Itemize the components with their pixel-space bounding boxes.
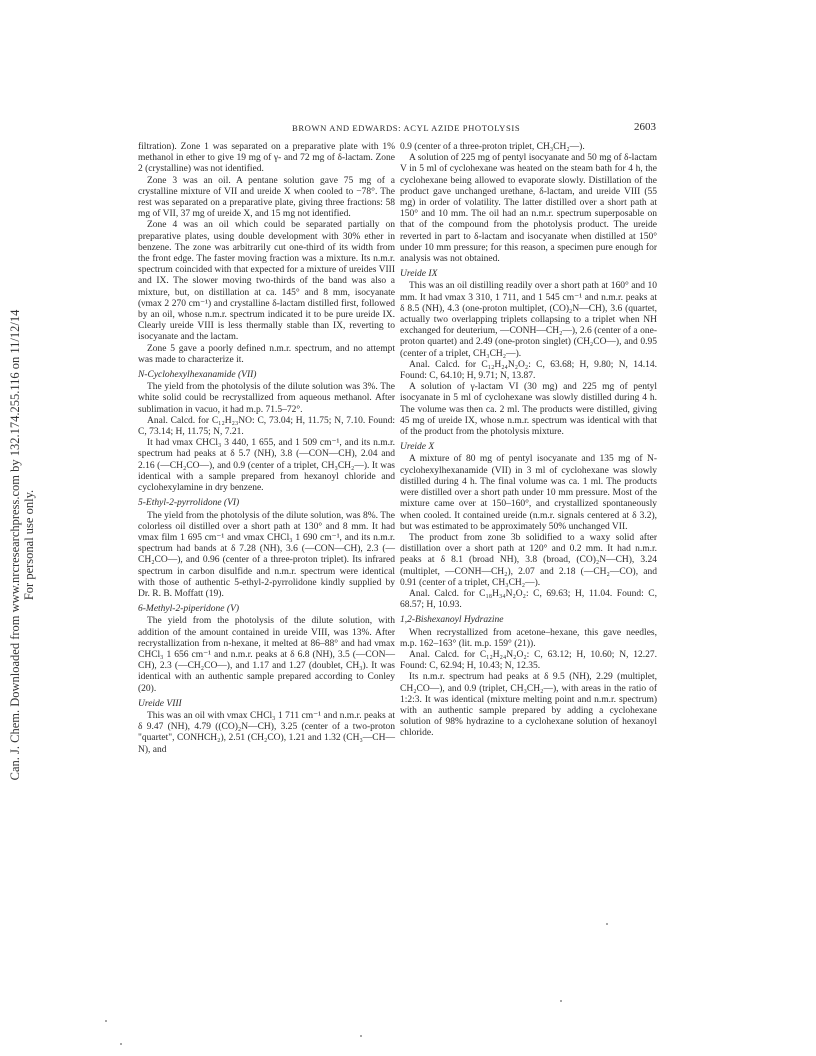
section-heading: Ureide X	[400, 442, 435, 453]
paragraph: This was an oil with νmax CHCl₃ 1 711 cm⁻¹ and n.m.r. peaks at δ 9.47 (NH), 4.79 ((CO)₂N—CH), 3.25 (center of a two-proton "quartet", CONHCH₂), 2.51 (CH₂CO), 1.21 and 1.32 (CH₃—CH—N), and	[138, 710, 395, 755]
paragraph: A solution of 225 mg of pentyl isocyanate and 50 mg of δ-lactam V in 5 ml of cyclohexane was heated on the steam bath for 4 h, the cyclohexane being allowed to evaporate slowly. Distillation of the product gave unchanged urethane, δ-lactam, and ureide VIII (55 mg) in order of volatility. The latter distilled over a short path at 150° and 10 mm. The oil had an n.m.r. spectrum superposable on that of the compound from the photolysis product. The ureide reverted in part to δ-lactam and isocyanate when distilled at 150° under 10 mm pressure; for this reason, a specimen pure enough for analysis was not obtained.	[400, 153, 657, 265]
page-header	[0, 121, 816, 135]
paragraph: It had νmax CHCl₃ 3 440, 1 655, and 1 509 cm⁻¹, and its n.m.r. spectrum had peaks at δ 5.7 (NH), 3.8 (—CON—CH), 2.04 and 2.16 (—CH₂CO—), and 0.9 (center of a triplet, CH₃CH₂—). It was identical with a sample prepared from hexanoyl chloride and cyclohexylamine in dry benzene.	[138, 438, 395, 494]
paragraph: The product from zone 3b solidified to a waxy solid after distillation over a short path at 120° and 0.2 mm. It had n.m.r. peaks at δ 8.1 (broad NH), 3.8 (broad, (CO)₂N—CH), 3.24 (multiplet, —CONH—CH₂), 2.07 and 2.18 (—CH₂—CO), and 0.91 (center of a triplet, CH₃CH₂—).	[400, 532, 657, 588]
paragraph: Anal. Calcd. for C₁₈H₃₄N₂O₂: C, 69.63; H, 11.04. Found: C, 68.57; H, 10.93.	[400, 588, 657, 611]
paragraph: Anal. Calcd. for C₁₂H₂₃NO: C, 73.04; H, 11.75; N, 7.10. Found: C, 73.14; H, 11.75; N, 7.21.	[138, 415, 395, 438]
paragraph: The yield from the photolysis of the dilute solution, with addition of the amount contained in ureide VIII, was 13%. After recrystallization from n-hexane, it melted at 86–88° and had νmax CHCl₃ 1 656 cm⁻¹ and n.m.r. peaks at δ 6.8 (NH), 3.5 (—CON—CH), 2.3 (—CH₂CO—), and 1.17 and 1.27 (doublet, CH₃). It was identical with an authentic sample prepared according to Conley (20).	[138, 616, 395, 694]
left-column	[138, 142, 395, 756]
section-heading: Ureide IX	[400, 269, 438, 280]
paragraph: Zone 5 gave a poorly defined n.m.r. spectrum, and no attempt was made to characterize it.	[138, 343, 395, 365]
paragraph: The yield from the photolysis of the dilute solution was 3%. The white solid could be recrystallized from aqueous methanol. After sublimation in vacuo, it had m.p. 71.5–72°.	[138, 382, 395, 415]
paragraph: Anal. Calcd. for C₁₂H₂₄N₂O₂: C, 63.12; H, 10.60; N, 12.27. Found: C, 62.94; H, 10.43; N, 12.35.	[400, 649, 657, 672]
download-watermark-text	[8, 285, 36, 805]
right-column	[400, 142, 657, 740]
watermark-line-1: Can. J. Chem. Downloaded from www.nrcresearchpress.com by 132.174.255.116 on 11/12/14	[8, 309, 22, 781]
section-heading: N-Cyclohexylhexanamide (VII)	[138, 370, 257, 381]
watermark-line-2: For personal use only.	[22, 489, 36, 601]
paragraph: Anal. Calcd. for C₁₂H₂₄N₂O₂: C, 63.68; H, 9.80; N, 14.14. Found: C, 64.10; H, 9.71; N, 13.87.	[400, 359, 657, 382]
paragraph: Zone 3 was an oil. A pentane solution gave 75 mg of a crystalline mixture of VII and ureide X when cooled to −78°. The rest was separated on a preparative plate, giving three fractions: 58 mg of VII, 37 mg of ureide X, and 15 mg not identified.	[138, 175, 395, 220]
paragraph: When recrystallized from acetone–hexane, this gave needles, m.p. 162–163° (lit. m.p. 159° (21)).	[400, 627, 657, 649]
page-number: 2603	[634, 121, 656, 133]
paragraph: Its n.m.r. spectrum had peaks at δ 9.5 (NH), 2.29 (multiplet, CH₂CO—), and 0.9 (triplet, CH₃CH₂—), with areas in the ratio of 1:2:3. It was identical (mixture melting point and n.m.r. spectrum) with an authentic sample prepared by adding a cyclohexane solution of 98% hydrazine to a cyclohexane solution of hexanoyl chloride.	[400, 672, 657, 739]
paragraph: 0.9 (center of a three-proton triplet, CH₃CH₂—).	[400, 142, 585, 152]
section-heading: Ureide VIII	[138, 698, 182, 709]
scan-speck	[606, 923, 608, 925]
paragraph: A solution of γ-lactam VI (30 mg) and 225 mg of pentyl isocyanate in 5 ml of cyclohexane was slowly distilled during 4 h. The volume was then ca. 2 ml. The products were distilled, giving 45 mg of ureide IX, whose n.m.r. spectrum was identical with that of the product from the photolysis mixture.	[400, 382, 657, 438]
section-heading: 1,2-Bishexanoyl Hydrazine	[400, 615, 504, 626]
paragraph: The yield from the photolysis of the dilute solution, was 8%. The colorless oil distilled over a short path at 130° and 8 mm. It had νmax film 1 695 cm⁻¹ and νmax CHCl₃ 1 690 cm⁻¹, and its n.m.r. spectrum had bands at δ 7.28 (NH), 3.6 (—CON—CH), 2.3 (—CH₂CO—), and 0.96 (center of a three-proton triplet). Its infrared spectrum in carbon disulfide and n.m.r. spectrum were identical with those of authentic 5-ethyl-2-pyrrolidone kindly supplied by Dr. R. B. Moffatt (19).	[138, 510, 395, 599]
section-heading: 6-Methyl-2-piperidone (V)	[138, 604, 240, 615]
paragraph: Zone 4 was an oil which could be separated partially on preparative plates, using double development with 30% ether in benzene. The zone was arbitrarily cut one-third of its width from the front edge. The faster moving fraction was a mixture. Its n.m.r. spectrum coincided with that expected for a mixture of ureides VIII and IX. The slower moving two-thirds of the band was also a mixture, but, on distillation at ca. 145° and 8 mm, isocyanate (νmax 2 270 cm⁻¹) and crystalline δ-lactam distilled first, followed by an oil, whose n.m.r. spectrum indicated it to be pure ureide IX. Clearly ureide VIII is less thermally stable than IX, reverting to isocyanate and the lactam.	[138, 220, 395, 343]
paragraph: This was an oil distilling readily over a short path at 160° and 10 mm. It had νmax 3 310, 1 711, and 1 545 cm⁻¹ and n.m.r. peaks at δ 8.5 (NH), 4.3 (one-proton multiplet, (CO)₂N—CH), 3.6 (quartet, actually two overlapping triplets collapsing to a triplet when NH exchanged for deuterium, —CONH—CH₂—), 2.6 (center of a one-proton quartet) and 2.49 (one-proton singlet) (CH₂CO—), and 0.95 (center of a triplet, CH₃CH₂—).	[400, 281, 657, 359]
paragraph: filtration). Zone 1 was separated on a preparative plate with 1% methanol in ether to give 19 mg of γ- and 72 mg of δ-lactam. Zone 2 (crystalline) was not identified.	[138, 142, 395, 175]
section-heading: 5-Ethyl-2-pyrrolidone (VI)	[138, 498, 240, 509]
scan-speck	[560, 1000, 562, 1002]
scan-speck	[105, 1020, 107, 1022]
paragraph: A mixture of 80 mg of pentyl isocyanate and 135 mg of N-cyclohexylhexanamide (VII) in 3 ml of cyclohexane was slowly distilled during 4 h. The final volume was ca. 1 ml. The products were distilled over a short path under 10 mm pressure. Most of the mixture came over at 150–160°, and crystallized spontaneously when cooled. It contained ureide (n.m.r. signals centered at δ 3.2), but was estimated to be approximately 50% unchanged VII.	[400, 454, 657, 532]
running-head: BROWN AND EDWARDS: ACYL AZIDE PHOTOLYSIS	[292, 123, 521, 133]
scan-speck	[120, 1043, 122, 1045]
scan-speck	[360, 1035, 362, 1037]
